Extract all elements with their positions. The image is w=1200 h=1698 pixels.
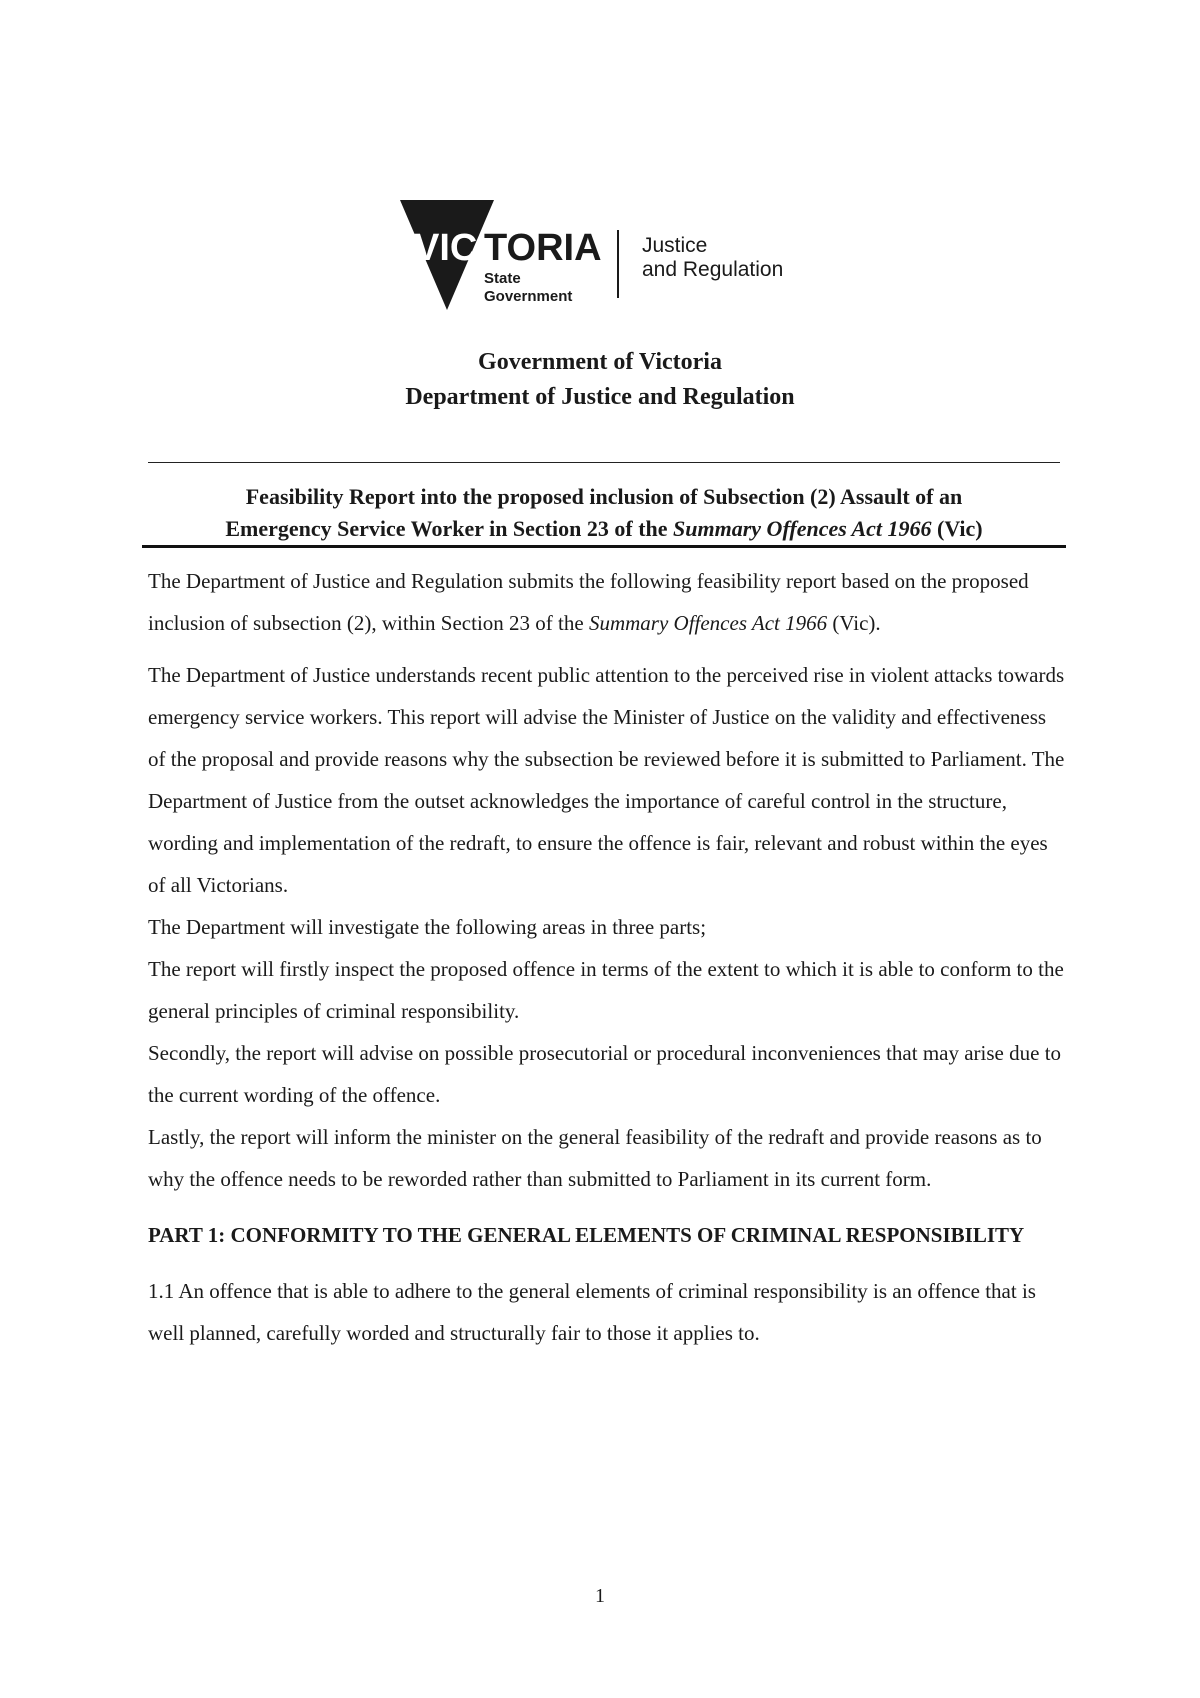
logo-wordmark-knockout: VIC: [414, 227, 478, 269]
header-divider: [148, 462, 1060, 463]
part1-heading: PART 1: CONFORMITY TO THE GENERAL ELEMENTS OF CRIMINAL RESPONSIBILITY: [148, 1223, 1025, 1247]
logo-wordmark-tail: TORIA: [484, 227, 602, 269]
title-underline: [142, 545, 1066, 548]
organisation-heading: [0, 345, 1200, 415]
intro-jurisdiction: (Vic).: [827, 611, 881, 635]
investigation-intro: The Department will investigate the following areas in three parts;: [148, 915, 707, 939]
report-title: [148, 481, 1060, 545]
act-name: Summary Offences Act 1966: [673, 516, 932, 541]
part-two-summary: Secondly, the report will advise on possible prosecutorial or procedural inconveniences that may arise due to the current wording of the offence.: [148, 1041, 1062, 1107]
logo-dept-line1: Justice: [642, 234, 708, 257]
report-title-jurisdiction: (Vic): [931, 516, 983, 541]
intro-text: The Department of Justice and Regulation submits the following feasibility report based on the proposed inclusion of subsection (2), within Section 23 of the: [148, 569, 1029, 635]
report-title-line2: [148, 513, 1060, 545]
page-number: 1: [595, 1585, 605, 1607]
part-three-summary: Lastly, the report will inform the minister on the general feasibility of the redraft and provide reasons as to why the offence needs to be reworded rather than submitted to Parliament in its current form.: [148, 1125, 1042, 1191]
logo-dept-line2: and Regulation: [642, 258, 784, 281]
intro-paragraph: [148, 560, 1068, 644]
department-name: Department of Justice and Regulation: [405, 384, 795, 410]
document-body: [148, 560, 1068, 1354]
report-title-line1: Feasibility Report into the proposed inclusion of Subsection (2) Assault of an: [245, 484, 963, 509]
intro-act-name: Summary Offences Act 1966: [588, 611, 828, 635]
context-paragraph: The Department of Justice understands recent public attention to the perceived rise in violent attacks towards emergency service workers. This report will advise the Minister of Justice on the validity and effectiveness of the proposal and provide reasons why the subsection be reviewed before it is submitted to Parliament. The Department of Justice from the outset acknowledges the importance of careful control in the structure, wording and implementation of the redraft, to ensure the offence is fair, relevant and robust within the eyes of all Victorians.: [148, 663, 1065, 897]
victoria-state-government-logo: [400, 198, 820, 313]
logo-government-text: Government: [484, 288, 573, 305]
report-title-line2-text: Emergency Service Worker in Section 23 of the: [225, 516, 674, 541]
part-one-summary: The report will firstly inspect the proposed offence in terms of the extent to which it is able to conform to the general principles of criminal responsibility.: [148, 957, 1064, 1023]
logo-state-text: State: [484, 270, 521, 287]
government-name: Government of Victoria: [478, 349, 722, 375]
section-1-1-paragraph: 1.1 An offence that is able to adhere to the general elements of criminal responsibility is an offence that is well planned, carefully worded and structurally fair to those it applies to.: [148, 1279, 1036, 1345]
